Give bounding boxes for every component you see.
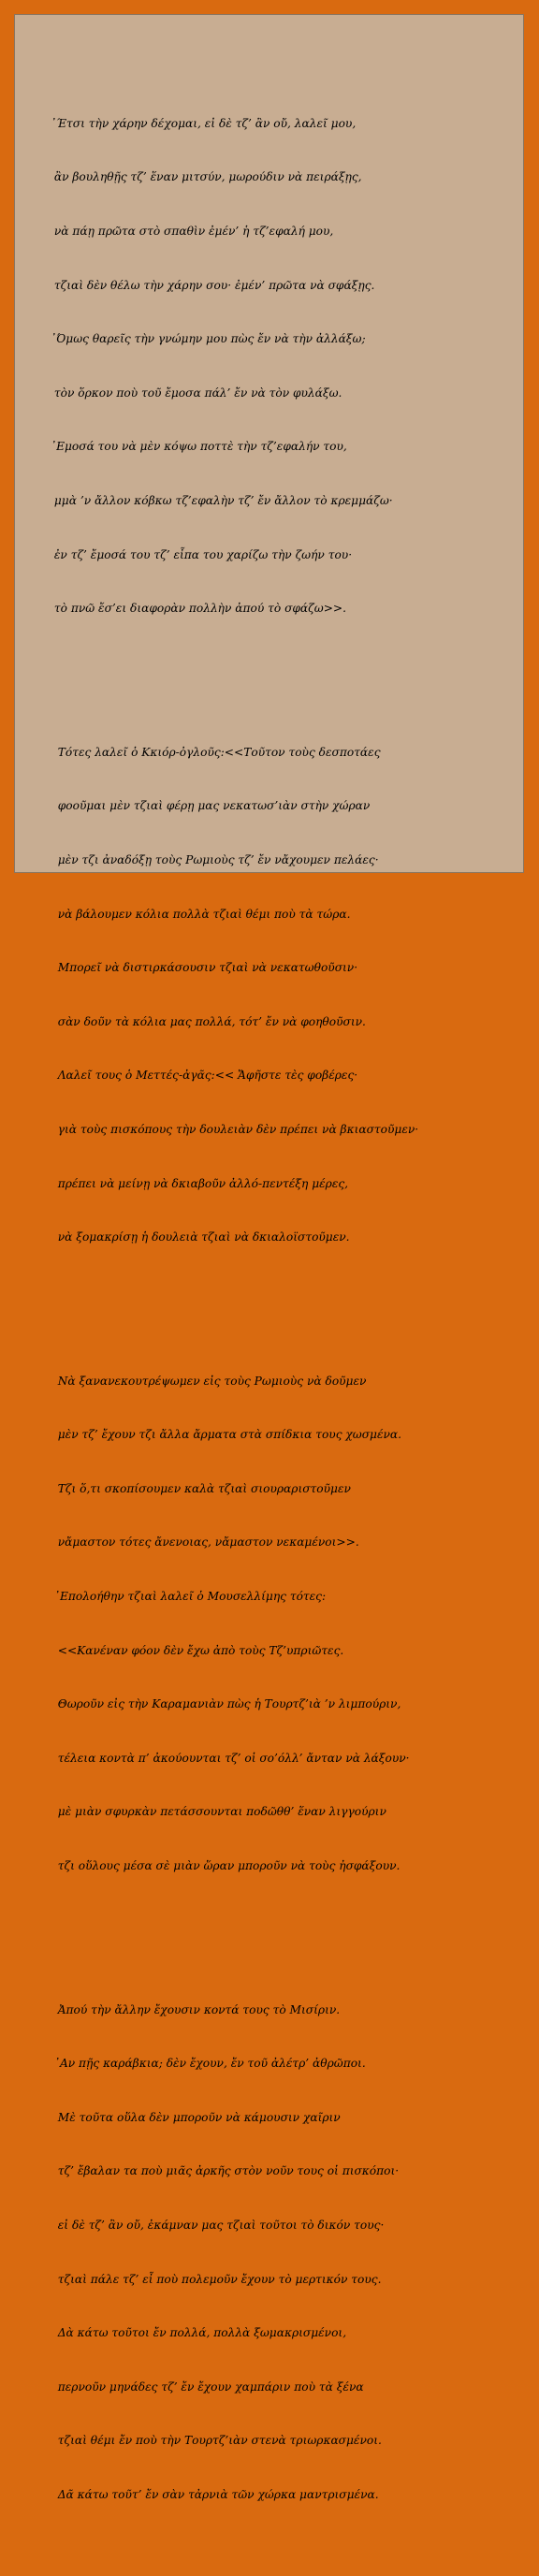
poem-line: Τότες λαλεῖ ὁ Κκιόρ-ὀγλοῦς:<<Τοῦτον τοὺς δεσποτάες [51, 745, 381, 759]
poem-line: τζιαὶ θέμι ἔν ποὺ τὴν Τουρτζ’ιὰν στενὰ τριωρκασμένοι. [51, 2434, 382, 2448]
poem-line: Τζι ὅ,τι σκοπίσουμεν καλὰ τζιαὶ σιουραριστοῦμεν [51, 1481, 351, 1495]
poem-line: Θωροῦν εἰς τὴν Καραμανιὰν πὼς ἡ Τουρτζ’ιὰ ’ν λιμπούριν, [51, 1697, 401, 1711]
poem-line: περνοῦν μηνάδες τζ’ ἔν ἔχουν χαμπάριν ποὺ τὰ ξένα [51, 2380, 364, 2394]
poem-line: Ἀπού τὴν ἄλλην ἔχουσιν κοντά τους τὸ Μισίριν. [51, 2002, 341, 2016]
poem-line: νὰ ξομακρίσῃ ἡ δουλειὰ τζιαὶ νὰ δκιαλοϊστοῦμεν. [51, 1230, 350, 1244]
poem-line: ἐν τζ’ ἔμοσά του τζ’ εἶπα του χαρίζω τὴν ζωήν του· [51, 547, 353, 561]
poem-line: ᾿Επολοήθην τζιαὶ λαλεῖ ὁ Μουσελλίμης τότες: [51, 1590, 327, 1604]
poem-line: εἰ δὲ τζ’ ἂν οὔ, ἐκάμναν μας τζιαὶ τοῦτοι τὸ δικόν τους· [51, 2219, 385, 2232]
poem-line: νἄμαστον τότες ἄνενοιας, νἄμαστον νεκαμένοι>>. [51, 1535, 359, 1550]
poem-line: μμὰ ’ν ἄλλον κόβκω τζ’εφαλὴν τζ’ ἔν ἄλλον τὸ κρεμμάζω· [51, 493, 393, 507]
poem-line: ᾿Όμως θαρεῖς τὴν γνώμην μου πὼς ἔν νὰ τὴν ἀλλάξω; [51, 332, 366, 346]
poem-line: <<Κανέναν φόον δὲν ἔχω ἀπὸ τοὺς Τζ’υπριῶτες. [51, 1643, 344, 1657]
poem-line: τζι οὕλους μέσα σὲ μιὰν ὥραν μποροῦν νὰ τοὺς ἠσφάξουν. [51, 1859, 401, 1873]
poem-line: μὲν τζι ἀναδόξῃ τοὺς Ρωμιοὺς τζ’ ἔν νἄχουμεν πελάες· [51, 852, 379, 866]
stanza-3 [51, 1336, 518, 1911]
poem-line: Μὲ τοῦτα οὕλα δὲν μποροῦν νὰ κάμουσιν χαῖριν [51, 2110, 341, 2124]
poem-line: φοοῦμαι μὲν τζιαὶ φέρῃ μας νεκατωσ’ιὰν στὴν χώραν [51, 799, 371, 813]
poem-line: Δᾶ κάτω τοῦτ’ ἔν σὰν τἀρνιὰ τῶν χώρκα μαντρισμένα. [51, 2487, 379, 2501]
poem-line: Δὰ κάτω τοῦτοι ἔν πολλά, πολλὰ ξωμακρισμένοι, [51, 2326, 347, 2340]
poem-line: νὰ βάλουμεν κόλια πολλὰ τζιαὶ θέμι ποὺ τὰ τώρα. [51, 907, 351, 921]
poem-line: σὰν δοῦν τὰ κόλια μας πολλά, τότ’ ἔν νὰ φοηθοῦσιν. [51, 1014, 366, 1028]
poem-line: τζιαὶ δὲν θέλω τὴν χάρην σου· ἐμέν’ πρῶτα νὰ σφάξῃς. [51, 278, 375, 292]
stanza-4 [51, 1965, 518, 2540]
poem-line: ᾿Έτσι τὴν χάρην δέχομαι, εἰ δὲ τζ’ ἂν οὔ, λαλεῖ μου, [51, 116, 357, 130]
poem-line: τζ’ ἔβαλαν τα ποὺ μιᾶς ἀρκῆς στὸν νοῦν τους οἱ πισκόποι· [51, 2164, 400, 2178]
poem-line: πρέπει νὰ μείνῃ νὰ δκιαβοῦν ἀλλό-πεντέξη μέρες, [51, 1176, 349, 1190]
poem-line: ἂν βουληθῇς τζ’ ἕναν μιτσύν, μωρούδιν νὰ πειράξῃς, [51, 170, 362, 184]
poem-line: νὰ πάῃ πρῶτα στὸ σπαθὶν ἐμέν’ ἡ τζ’εφαλή μου, [51, 225, 334, 238]
poem-line: Νὰ ξανανεκουτρέψωμεν εἰς τοὺς Ρωμιοὺς νὰ δοῦμεν [51, 1374, 367, 1388]
poem-line: μὲ μιὰν σφυρκὰν πετάσσουνται ποδῶθθ’ ἕναν λιγγούριν [51, 1805, 386, 1819]
page-frame [6, 6, 533, 2501]
poem-text [51, 43, 518, 2576]
poem-line: ᾿Εμοσά του νὰ μὲν κόψω ποττὲ τὴν τζ’εφαλήν του, [51, 440, 347, 454]
stanza-2 [51, 707, 518, 1282]
poem-line: τζιαὶ πάλε τζ’ εἶ ποὺ πολεμοῦν ἔχουν τὸ μερτικόν τους. [51, 2272, 382, 2286]
poem-line: Λαλεῖ τους ὁ Μεττές-ἀγᾶς:<< Ἄφῆστε τὲς φοβέρες· [51, 1069, 358, 1083]
poem-line: μὲν τζ’ ἔχουν τζι ἄλλα ἄρματα στὰ σπίδκια τους χωσμένα. [51, 1428, 402, 1442]
stanza-1 [51, 79, 518, 653]
poem-line: ᾿Αν πῇς καράβκια; δὲν ἔχουν, ἔν τοῦ ἀλέτρ’ ἀθρῶποι. [51, 2057, 366, 2071]
poem-line: Μπορεῖ νὰ διστιρκάσουσιν τζιαὶ νὰ νεκατωθοῦσιν· [51, 961, 358, 975]
poem-line: τὸ πνῶ ἔσ’ει διαφορὰν πολλὴν ἀπού τὸ σφάζω>>. [51, 602, 347, 616]
poem-line: τέλεια κοντὰ π’ ἀκούουνται τζ’ οἱ σο’όλλ’ ἄνταν νὰ λάξουν· [51, 1751, 410, 1765]
poem-line: τὸν ὅρκον ποὺ τοῦ ἔμοσα πάλ’ ἔν νὰ τὸν φυλάξω. [51, 386, 342, 400]
document-page [14, 14, 524, 2501]
poem-line: γιὰ τοὺς πισκόπους τὴν δουλειὰν δὲν πρέπει νὰ βκιαστοῦμεν· [51, 1122, 419, 1136]
